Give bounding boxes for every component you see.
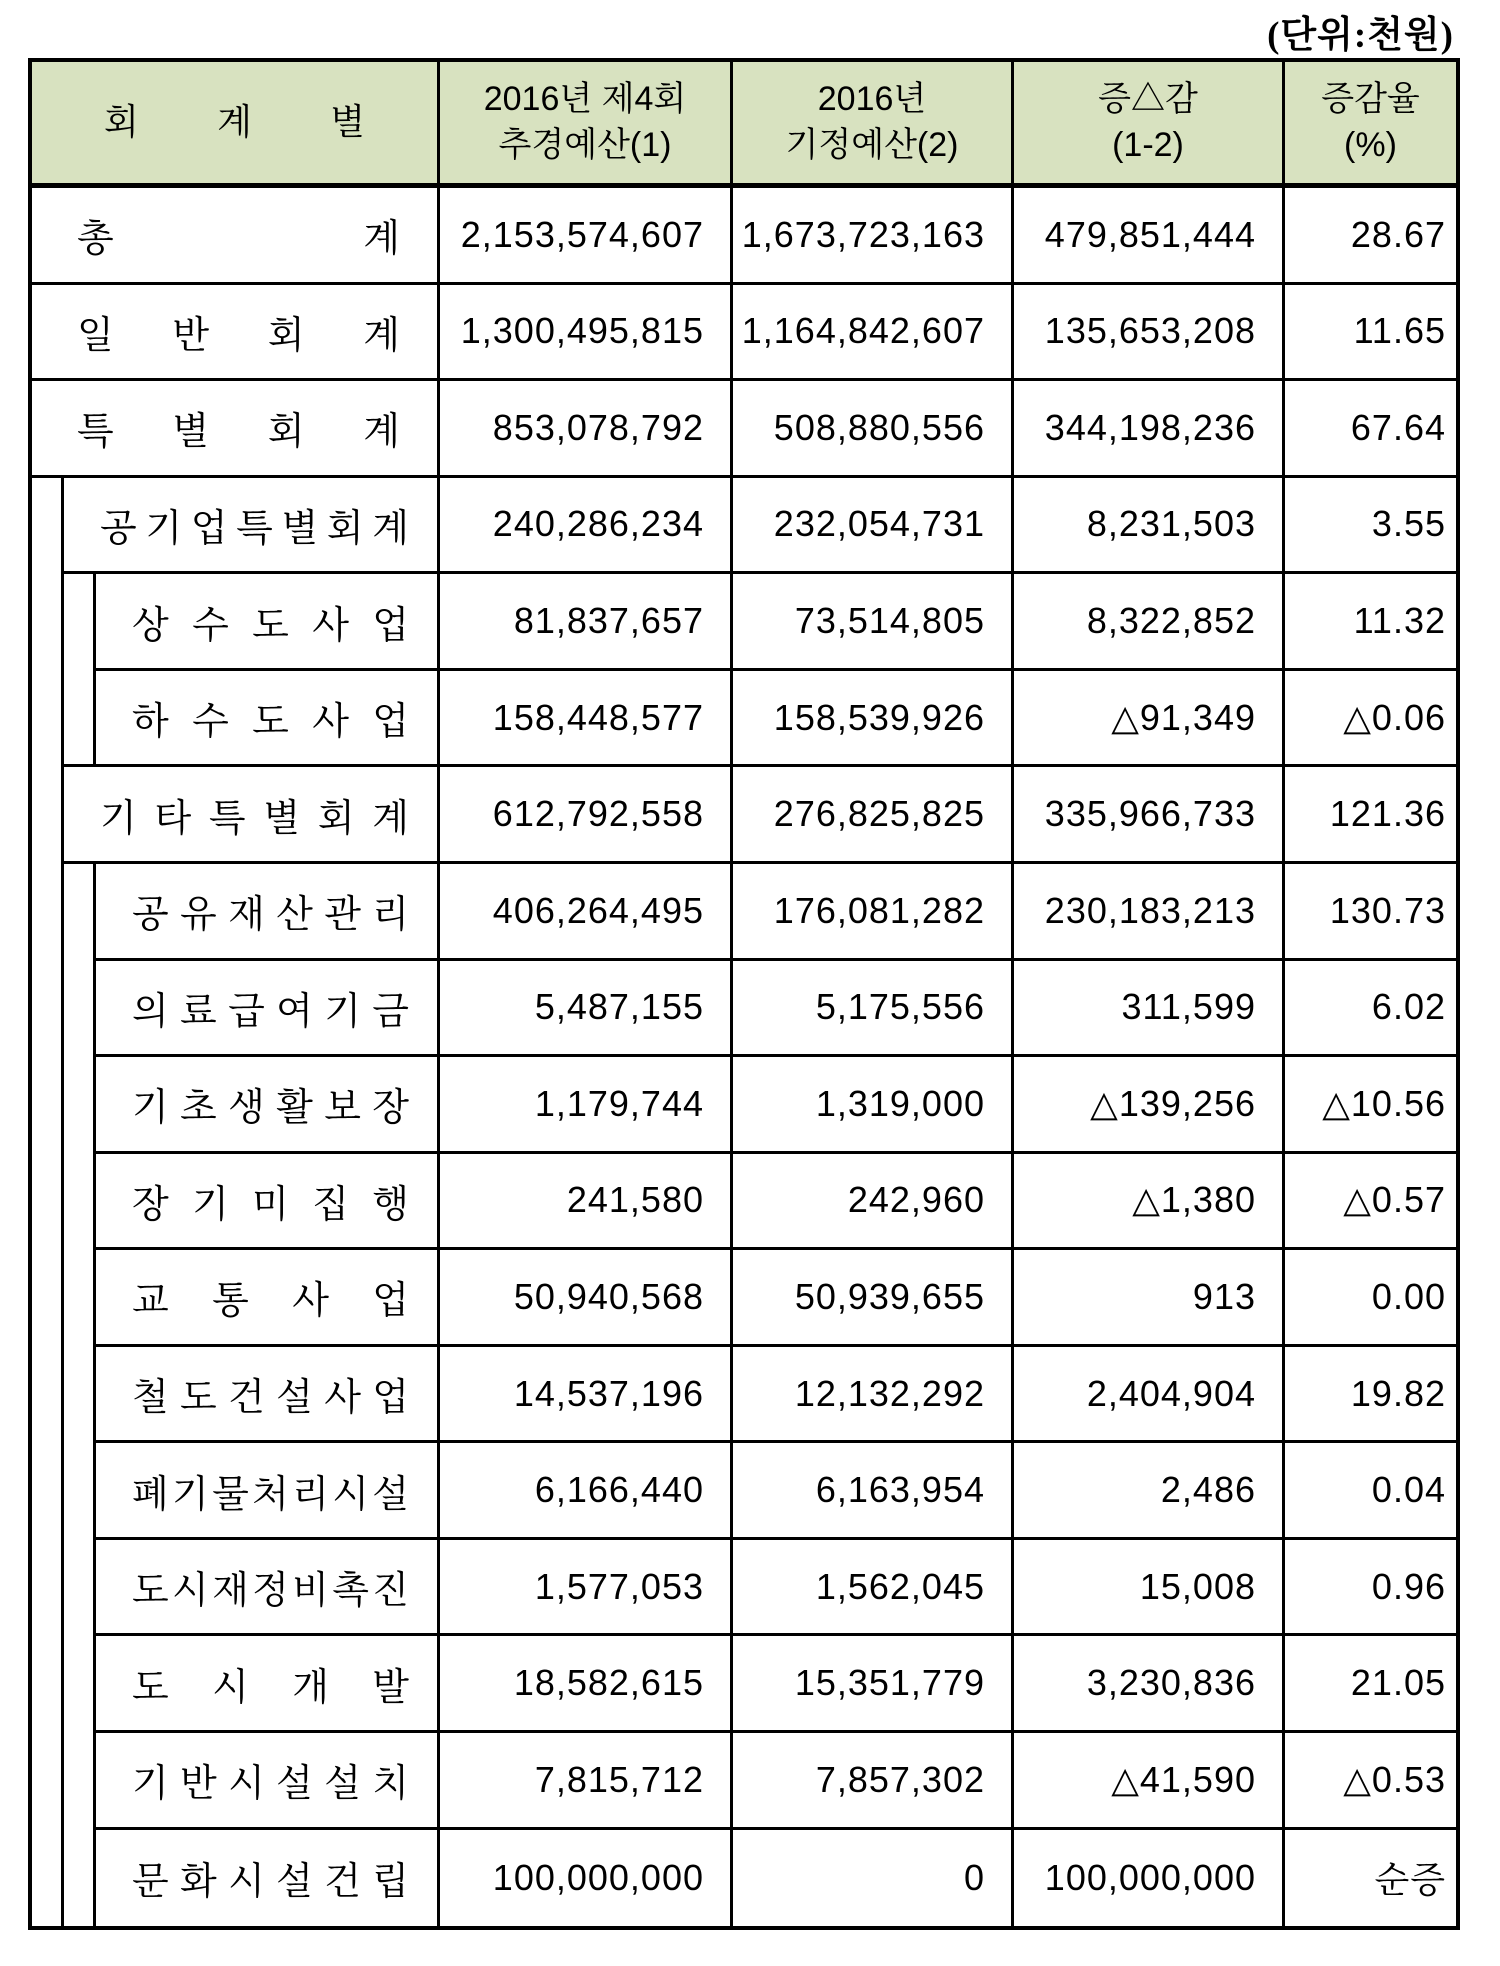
base-value-cell: 232,054,731 (733, 478, 1014, 575)
header-base-line2: 기정예산(2) (785, 125, 959, 164)
header-budget4-line1: 2016년 제4회 (483, 79, 687, 118)
budget4-value-cell: 853,078,792 (440, 381, 733, 478)
base-value-cell: 6,163,954 (733, 1443, 1014, 1540)
label-char: 기 (132, 1087, 169, 1130)
account-label-cell (96, 864, 440, 961)
account-label-cell (96, 1540, 440, 1637)
label-char: 폐 (132, 1473, 169, 1516)
indent-strip (32, 1250, 64, 1347)
diff-value-cell: 3,230,836 (1014, 1636, 1285, 1733)
label-char: 업 (372, 1280, 409, 1323)
account-label-cell (96, 1154, 440, 1251)
table-row (32, 1636, 1456, 1733)
budget4-value-cell: 1,179,744 (440, 1057, 733, 1154)
rate-value-cell: 순증 (1285, 1830, 1456, 1927)
indent-strip (64, 961, 96, 1058)
label-char: 시 (212, 1666, 249, 1709)
label-char: 기 (324, 990, 361, 1033)
account-label-cell (96, 1443, 440, 1540)
indent-strip (32, 767, 64, 864)
diff-value-cell: 311,599 (1014, 961, 1285, 1058)
label-char: 도 (180, 1377, 217, 1420)
account-label-cell (32, 381, 440, 478)
label-char: 사 (312, 701, 349, 744)
budget4-value-cell: 100,000,000 (440, 1830, 733, 1927)
label-char: 촉 (332, 1570, 369, 1613)
account-label (132, 1850, 409, 1905)
header-account-char: 별 (330, 101, 365, 143)
label-char: 기 (192, 1183, 229, 1226)
budget4-value-cell: 50,940,568 (440, 1250, 733, 1347)
header-budget4-line2: 추경예산(1) (498, 125, 672, 164)
diff-value-cell: 8,231,503 (1014, 478, 1285, 575)
table-row (32, 285, 1456, 382)
account-label (77, 304, 400, 359)
account-label (132, 1076, 409, 1131)
label-char: 문 (132, 1861, 169, 1904)
base-value-cell: 1,164,842,607 (733, 285, 1014, 382)
account-label-cell (32, 188, 440, 285)
label-char: 별 (263, 797, 301, 840)
indent-strip (32, 671, 64, 768)
account-label-cell (96, 961, 440, 1058)
account-label (77, 400, 400, 455)
indent-strip (32, 574, 64, 671)
indent-strip (64, 574, 96, 671)
diff-value-cell: 230,183,213 (1014, 864, 1285, 961)
indent-strip (64, 1830, 96, 1927)
label-char: 화 (180, 1861, 217, 1904)
diff-value-cell: 15,008 (1014, 1540, 1285, 1637)
table-row (32, 188, 1456, 285)
indent-strip (64, 864, 96, 961)
table-row (32, 1733, 1456, 1830)
label-char: 립 (372, 1861, 409, 1904)
label-char: 특 (208, 797, 246, 840)
indent-strip (32, 1347, 64, 1444)
label-char: 철 (132, 1377, 169, 1420)
header-account-cell (32, 62, 440, 188)
label-char: 건 (324, 1861, 361, 1904)
header-rate-cell (1285, 62, 1456, 188)
budget4-value-cell: 18,582,615 (440, 1636, 733, 1733)
table-row (32, 1830, 1456, 1927)
indent-strip (64, 1733, 96, 1830)
label-char: 생 (228, 1087, 265, 1130)
rate-value-cell: 6.02 (1285, 961, 1456, 1058)
budget4-value-cell: 240,286,234 (440, 478, 733, 575)
indent-strip (32, 961, 64, 1058)
table-row (32, 574, 1456, 671)
label-char: 설 (372, 1473, 409, 1516)
header-base-cell (733, 62, 1014, 188)
table-row (32, 1347, 1456, 1444)
label-char: 반 (180, 1763, 217, 1806)
budget4-value-cell: 158,448,577 (440, 671, 733, 768)
label-char: 회 (267, 411, 305, 454)
rate-value-cell: 11.65 (1285, 285, 1456, 382)
label-char: 시 (228, 1861, 265, 1904)
diff-value-cell: 135,653,208 (1014, 285, 1285, 382)
header-diff-line1: 증△감 (1098, 79, 1198, 118)
diff-value-cell: 479,851,444 (1014, 188, 1285, 285)
base-value-cell: 158,539,926 (733, 671, 1014, 768)
account-label (100, 497, 409, 552)
label-char: 계 (363, 314, 400, 357)
label-char: 금 (372, 990, 409, 1033)
account-label (77, 207, 400, 262)
base-value-cell: 73,514,805 (733, 574, 1014, 671)
table-row (32, 864, 1456, 961)
indent-strip (64, 1443, 96, 1540)
indent-strip (32, 1733, 64, 1830)
budget4-value-cell: 2,153,574,607 (440, 188, 733, 285)
rate-value-cell: 121.36 (1285, 767, 1456, 864)
label-char: 유 (180, 894, 217, 937)
label-char: 재 (212, 1570, 249, 1613)
label-char: 계 (372, 507, 409, 550)
label-char: 타 (154, 797, 192, 840)
label-char: 미 (252, 1183, 289, 1226)
label-char: 업 (372, 701, 409, 744)
label-char: 보 (324, 1087, 361, 1130)
label-char: 비 (292, 1570, 329, 1613)
label-char: 정 (252, 1570, 289, 1613)
label-char: 설 (324, 1763, 361, 1806)
label-char: 하 (132, 701, 169, 744)
base-value-cell: 15,351,779 (733, 1636, 1014, 1733)
header-account-char: 계 (217, 101, 252, 143)
base-value-cell: 242,960 (733, 1154, 1014, 1251)
label-char: 상 (132, 604, 169, 647)
table-row (32, 478, 1456, 575)
budget4-value-cell: 7,815,712 (440, 1733, 733, 1830)
label-char: 시 (228, 1763, 265, 1806)
diff-value-cell: 2,404,904 (1014, 1347, 1285, 1444)
account-label-cell (96, 1057, 440, 1154)
table-row (32, 1443, 1456, 1540)
label-char: 수 (192, 701, 229, 744)
label-char: 회 (267, 314, 305, 357)
account-label (132, 1269, 409, 1324)
label-char: 설 (276, 1377, 313, 1420)
label-char: 집 (312, 1183, 349, 1226)
base-value-cell: 276,825,825 (733, 767, 1014, 864)
table-row (32, 381, 1456, 478)
label-char: 기 (172, 1473, 209, 1516)
account-label-cell (96, 1347, 440, 1444)
base-value-cell: 7,857,302 (733, 1733, 1014, 1830)
account-label-cell (96, 1830, 440, 1927)
indent-strip (32, 478, 64, 575)
rate-value-cell: 67.64 (1285, 381, 1456, 478)
label-char: 공 (132, 894, 169, 937)
account-label (132, 1463, 409, 1518)
header-account-label (104, 98, 365, 147)
account-label (132, 1752, 409, 1807)
budget4-value-cell: 14,537,196 (440, 1347, 733, 1444)
base-value-cell: 1,319,000 (733, 1057, 1014, 1154)
diff-value-cell: 913 (1014, 1250, 1285, 1347)
label-char: 설 (276, 1861, 313, 1904)
account-label-cell (64, 478, 440, 575)
table-header-row (32, 62, 1456, 188)
indent-strip (32, 864, 64, 961)
account-label (132, 1366, 409, 1421)
rate-value-cell: 0.04 (1285, 1443, 1456, 1540)
label-char: 계 (363, 218, 400, 261)
rate-value-cell: 130.73 (1285, 864, 1456, 961)
table-row (32, 1250, 1456, 1347)
label-char: 업 (372, 604, 409, 647)
label-char: 물 (212, 1473, 249, 1516)
label-char: 시 (172, 1570, 209, 1613)
account-label-cell (64, 767, 440, 864)
header-rate-line2: (%) (1344, 125, 1397, 164)
rate-value-cell: △0.57 (1285, 1154, 1456, 1251)
label-char: 회 (326, 507, 364, 550)
diff-value-cell: △139,256 (1014, 1057, 1285, 1154)
account-label (132, 980, 409, 1035)
account-label (132, 1559, 409, 1614)
account-label-cell (96, 574, 440, 671)
rate-value-cell: 19.82 (1285, 1347, 1456, 1444)
label-char: 사 (324, 1377, 361, 1420)
label-char: 장 (132, 1183, 169, 1226)
budget4-value-cell: 612,792,558 (440, 767, 733, 864)
base-value-cell: 0 (733, 1830, 1014, 1927)
label-char: 설 (276, 1763, 313, 1806)
label-char: 도 (132, 1666, 169, 1709)
indent-strip (32, 1540, 64, 1637)
label-char: 총 (77, 218, 114, 261)
label-char: 도 (132, 1570, 169, 1613)
budget4-value-cell: 241,580 (440, 1154, 733, 1251)
label-char: 건 (228, 1377, 265, 1420)
indent-strip (64, 1057, 96, 1154)
diff-value-cell: 2,486 (1014, 1443, 1285, 1540)
label-char: 개 (292, 1666, 329, 1709)
label-char: 발 (372, 1666, 409, 1709)
header-diff-line2: (1-2) (1112, 125, 1184, 164)
diff-value-cell: △41,590 (1014, 1733, 1285, 1830)
label-char: 수 (192, 604, 229, 647)
label-char: 특 (77, 411, 114, 454)
rate-value-cell: △0.06 (1285, 671, 1456, 768)
table-row (32, 961, 1456, 1058)
label-char: 회 (317, 797, 355, 840)
label-char: 활 (276, 1087, 313, 1130)
label-char: 계 (363, 411, 400, 454)
label-char: 진 (372, 1570, 409, 1613)
budget4-value-cell: 6,166,440 (440, 1443, 733, 1540)
header-rate-line1: 증감율 (1321, 79, 1420, 118)
label-char: 사 (292, 1280, 329, 1323)
table-body (32, 188, 1456, 1926)
account-label-cell (96, 671, 440, 768)
budget4-value-cell: 81,837,657 (440, 574, 733, 671)
label-char: 사 (312, 604, 349, 647)
diff-value-cell: △91,349 (1014, 671, 1285, 768)
base-value-cell: 50,939,655 (733, 1250, 1014, 1347)
indent-strip (64, 1154, 96, 1251)
account-label (132, 883, 409, 938)
indent-strip (64, 1250, 96, 1347)
label-char: 장 (372, 1087, 409, 1130)
account-label (100, 787, 409, 842)
label-char: 기 (132, 1763, 169, 1806)
account-label-cell (96, 1636, 440, 1733)
label-char: 도 (252, 701, 289, 744)
label-char: 업 (372, 1377, 409, 1420)
label-char: 기 (145, 507, 183, 550)
table-row (32, 1154, 1456, 1251)
indent-strip (32, 1057, 64, 1154)
account-label (132, 1173, 409, 1228)
indent-strip (32, 1443, 64, 1540)
indent-strip (32, 1636, 64, 1733)
indent-strip (64, 1540, 96, 1637)
diff-value-cell: 8,322,852 (1014, 574, 1285, 671)
header-budget4-cell (440, 62, 733, 188)
table-row (32, 1057, 1456, 1154)
base-value-cell: 5,175,556 (733, 961, 1014, 1058)
label-char: 초 (180, 1087, 217, 1130)
diff-value-cell: △1,380 (1014, 1154, 1285, 1251)
label-char: 특 (236, 507, 273, 550)
label-char: 일 (77, 314, 114, 357)
table-row (32, 671, 1456, 768)
label-char: 계 (372, 797, 409, 840)
label-char: 업 (190, 507, 228, 550)
label-char: 관 (324, 894, 361, 937)
base-value-cell: 1,673,723,163 (733, 188, 1014, 285)
label-char: 급 (228, 990, 265, 1033)
indent-strip (64, 1347, 96, 1444)
label-char: 기 (100, 797, 137, 840)
unit-note: (단위:천원) (1267, 15, 1454, 56)
label-char: 별 (281, 507, 319, 550)
header-diff-cell (1014, 62, 1285, 188)
header-account-char: 회 (104, 101, 139, 143)
account-label-cell (32, 285, 440, 382)
budget4-value-cell: 1,300,495,815 (440, 285, 733, 382)
label-char: 리 (372, 894, 409, 937)
rate-value-cell: 28.67 (1285, 188, 1456, 285)
label-char: 도 (252, 604, 289, 647)
budget4-value-cell: 1,577,053 (440, 1540, 733, 1637)
header-base-line1: 2016년 (817, 79, 927, 118)
budget4-value-cell: 406,264,495 (440, 864, 733, 961)
rate-value-cell: △10.56 (1285, 1057, 1456, 1154)
label-char: 별 (172, 411, 210, 454)
account-label (132, 1656, 409, 1711)
label-char: 공 (100, 507, 137, 550)
budget4-value-cell: 5,487,155 (440, 961, 733, 1058)
label-char: 통 (212, 1280, 249, 1323)
label-char: 재 (228, 894, 265, 937)
account-label-cell (96, 1250, 440, 1347)
table-row (32, 767, 1456, 864)
rate-value-cell: △0.53 (1285, 1733, 1456, 1830)
rate-value-cell: 0.96 (1285, 1540, 1456, 1637)
table-row (32, 1540, 1456, 1637)
indent-strip (64, 1636, 96, 1733)
label-char: 산 (276, 894, 313, 937)
budget-table (28, 58, 1460, 1930)
base-value-cell: 176,081,282 (733, 864, 1014, 961)
label-char: 치 (372, 1763, 409, 1806)
diff-value-cell: 344,198,236 (1014, 381, 1285, 478)
indent-strip (32, 1154, 64, 1251)
indent-strip (32, 1830, 64, 1927)
account-label (132, 690, 409, 745)
label-char: 의 (132, 990, 169, 1033)
base-value-cell: 12,132,292 (733, 1347, 1014, 1444)
base-value-cell: 508,880,556 (733, 381, 1014, 478)
account-label (132, 594, 409, 649)
base-value-cell: 1,562,045 (733, 1540, 1014, 1637)
label-char: 료 (180, 990, 217, 1033)
label-char: 행 (372, 1183, 409, 1226)
label-char: 반 (172, 314, 210, 357)
label-char: 여 (276, 990, 313, 1033)
label-char: 교 (132, 1280, 169, 1323)
rate-value-cell: 11.32 (1285, 574, 1456, 671)
label-char: 시 (332, 1473, 369, 1516)
indent-strip (64, 671, 96, 768)
rate-value-cell: 3.55 (1285, 478, 1456, 575)
rate-value-cell: 0.00 (1285, 1250, 1456, 1347)
diff-value-cell: 100,000,000 (1014, 1830, 1285, 1927)
label-char: 처 (252, 1473, 289, 1516)
account-label-cell (96, 1733, 440, 1830)
diff-value-cell: 335,966,733 (1014, 767, 1285, 864)
rate-value-cell: 21.05 (1285, 1636, 1456, 1733)
label-char: 리 (292, 1473, 329, 1516)
